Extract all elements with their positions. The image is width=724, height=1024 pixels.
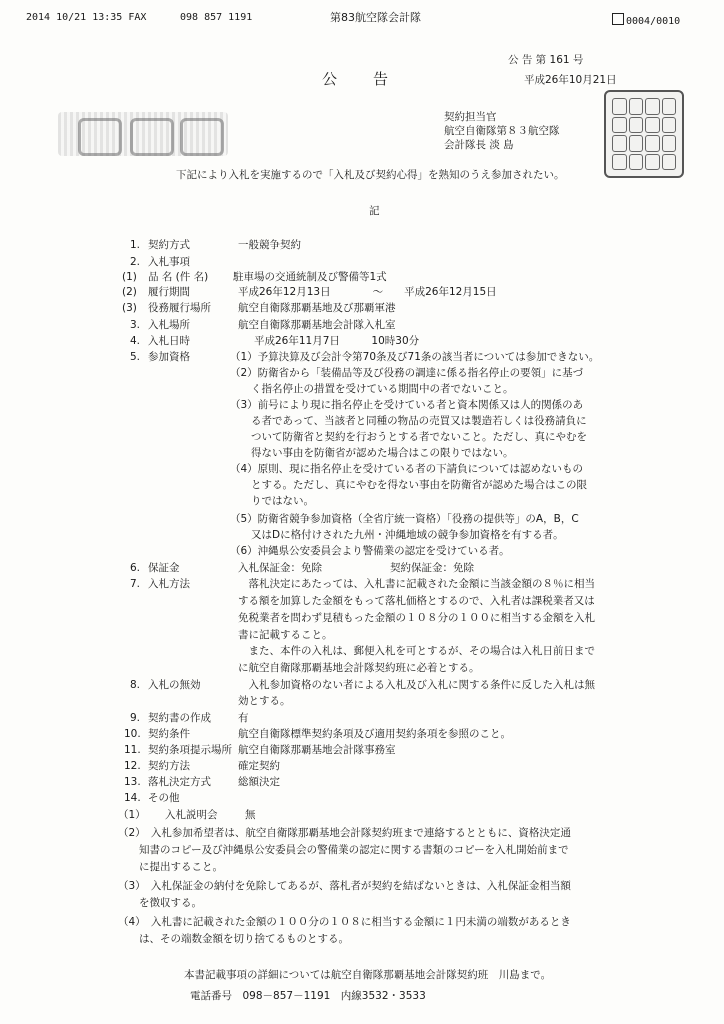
fax-timestamp: 2014 10/21 13:35 FAX	[26, 12, 147, 23]
item-label: 契約書の作成	[148, 712, 211, 724]
qualification-line: （4）原則、現に指名停止を受けている者の下請負については認めないもの	[230, 463, 583, 475]
receipt-stamp-smudge	[58, 112, 228, 156]
item-label: 役務履行場所	[148, 302, 211, 314]
fax-sender: 第83航空隊会計隊	[330, 11, 421, 24]
fax-page-counter	[612, 13, 680, 27]
method-line: 書に記載すること。	[238, 629, 333, 641]
other-line: に提出すること。	[118, 861, 223, 873]
item-label: 参加資格	[148, 351, 190, 363]
page-title: 公 告	[322, 70, 391, 88]
item-value: 総額決定	[238, 776, 280, 788]
item-label: 契約条項提示場所	[148, 744, 232, 756]
qualification-line: （1）予算決算及び会計令第70条及び71条の該当者については参加できない。	[230, 351, 600, 363]
invalid-label: 入札の無効	[148, 679, 201, 691]
other-line: を徴収する。	[118, 897, 202, 909]
item-no: 14.	[124, 792, 141, 804]
item-no: (1)	[122, 271, 137, 283]
item-no: 5.	[130, 351, 141, 363]
fax-page-icon	[612, 13, 624, 25]
item-value: 航空自衛隊那覇基地及び那覇軍港	[238, 302, 396, 314]
method-line: 免税業者を問わず見積もった金額の１０８分の１００に相当する金額を入札	[238, 612, 595, 624]
other-line: は、その端数金額を切り捨てるものとする。	[118, 933, 349, 945]
official-seal	[604, 90, 684, 178]
item-no: 10.	[124, 728, 141, 740]
item-value: 一般競争契約	[238, 239, 301, 251]
footer-contact: 本書記載事項の詳細については航空自衛隊那覇基地会計隊契約班 川島まで。	[184, 969, 552, 981]
other-line: 知書のコピー及び沖縄県公安委員会の警備業の認定に関する書類のコピーを入札開始前まで	[118, 844, 569, 856]
qualification-line: とする。ただし、真にやむを得ない事由を防衛省が認めた場合はこの限	[230, 479, 587, 491]
item-label: 落札決定方式	[148, 776, 211, 788]
method-line: 落札決定にあたっては、入札書に記載された金額に当該金額の８％に相当	[238, 578, 595, 590]
item-label: その他	[148, 792, 180, 804]
other-line: （2） 入札参加希望者は、航空自衛隊那覇基地会計隊契約班まで連絡するとともに、資格決定通	[118, 827, 571, 839]
method-label: 入札方法	[148, 578, 190, 590]
item-no: 1.	[130, 239, 141, 251]
item-label: 履行期間	[148, 286, 190, 298]
item-label: 入札日時	[148, 335, 190, 347]
notice-number: 公 告 第 161 号	[508, 54, 584, 66]
fax-page-number: 0004/0010	[626, 16, 681, 27]
briefing-no: （1）	[118, 809, 146, 821]
method-line: また、本件の入札は、郵便入札を可とするが、その場合は入札日前日まで	[238, 645, 595, 657]
item-label: 契約方式	[148, 239, 190, 251]
footer-phone: 電話番号 098－857－1191 内線3532・3533	[190, 990, 426, 1002]
officer-name: 会計隊長 淡 島	[444, 139, 514, 151]
contract-deposit: 契約保証金：免除	[390, 562, 474, 574]
qualification-line: （3）前号により現に指名停止を受けている者と資本関係又は人的関係のあ	[230, 399, 584, 411]
item-value: 航空自衛隊那覇基地会計隊入札室	[238, 319, 396, 331]
item-no: (3)	[122, 302, 137, 314]
item-no: 9.	[130, 712, 141, 724]
notice-date: 平成26年10月21日	[524, 74, 617, 86]
method-line: に航空自衛隊那覇基地会計隊契約班に必着とする。	[238, 662, 480, 674]
item-value: 駐車場の交通統制及び警備等1式	[233, 271, 387, 283]
intro-text: 下記により入札を実施するので「入札及び契約心得」を熟知のうえ参加されたい。	[176, 169, 565, 181]
item-value: 平成26年11月7日 10時30分	[254, 335, 420, 347]
invalid-line: 入札参加資格のない者による入札及び入札に関する条件に反した入札は無	[238, 679, 595, 691]
qualification-line: （6）沖縄県公安委員会より警備業の認定を受けている者。	[230, 545, 510, 557]
item-value: 航空自衛隊標準契約条項及び適用契約条項を参照のこと。	[238, 728, 511, 740]
item-label: 入札場所	[148, 319, 190, 331]
ki-heading: 記	[369, 205, 380, 217]
qualification-line: 得ない事由を防衛省が認めた場合はこの限りではない。	[230, 447, 514, 459]
qualification-line: （5）防衛省競争参加資格（全省庁統一資格）「役務の提供等」のA，B，C	[230, 513, 579, 525]
method-line: する額を加算した金額をもって落札価格とするので、入札者は課税業者又は	[238, 595, 595, 607]
qualification-line: く指名停止の措置を受けている期間中の者でないこと。	[230, 383, 514, 395]
bid-deposit: 入札保証金：免除	[238, 562, 322, 574]
item-no: 4.	[130, 335, 141, 347]
qualification-line: （2）防衛省から「装備品等及び役務の調達に係る指名停止の要領」に基づ	[230, 367, 584, 379]
item-value: 確定契約	[238, 760, 280, 772]
officer-role: 契約担当官	[444, 111, 497, 123]
item-value: 平成26年12月13日 ～ 平成26年12月15日	[238, 286, 497, 298]
deposit-label: 保証金	[148, 562, 180, 574]
item-no: 3.	[130, 319, 141, 331]
item-label: 契約条件	[148, 728, 190, 740]
briefing-value: 無	[245, 809, 256, 821]
item-label: 入札事項	[148, 256, 190, 268]
other-line: （4） 入札書に記載された金額の１００分の１０８に相当する金額に１円未満の端数があるとき	[118, 916, 571, 928]
item-no: (2)	[122, 286, 137, 298]
qualification-line: りではない。	[230, 495, 314, 507]
item-label: 契約方法	[148, 760, 190, 772]
invalid-line: 効とする。	[238, 695, 291, 707]
item-no: 6.	[130, 562, 141, 574]
item-no: 2.	[130, 256, 141, 268]
item-no: 7.	[130, 578, 141, 590]
briefing-label: 入札説明会	[165, 809, 218, 821]
item-no: 13.	[124, 776, 141, 788]
item-value: 航空自衛隊那覇基地会計隊事務室	[238, 744, 396, 756]
item-label: 品 名 (件 名)	[148, 271, 209, 283]
fax-number: 098 857 1191	[180, 12, 253, 23]
item-value: 有	[238, 712, 249, 724]
item-no: 8.	[130, 679, 141, 691]
qualification-line: る者であって、当該者と同種の物品の売買又は製造若しくは役務請負に	[230, 415, 587, 427]
item-no: 12.	[124, 760, 141, 772]
other-line: （3） 入札保証金の納付を免除してあるが、落札者が契約を結ばないときは、入札保証金相当額	[118, 880, 571, 892]
qualification-line: 又はDに格付けされた九州・沖縄地域の競争参加資格を有する者。	[230, 529, 564, 541]
qualification-line: ついて防衛省と契約を行おうとする者でないこと。ただし、真にやむを	[230, 431, 587, 443]
item-no: 11.	[124, 744, 141, 756]
officer-unit: 航空自衛隊第８３航空隊	[444, 125, 560, 137]
